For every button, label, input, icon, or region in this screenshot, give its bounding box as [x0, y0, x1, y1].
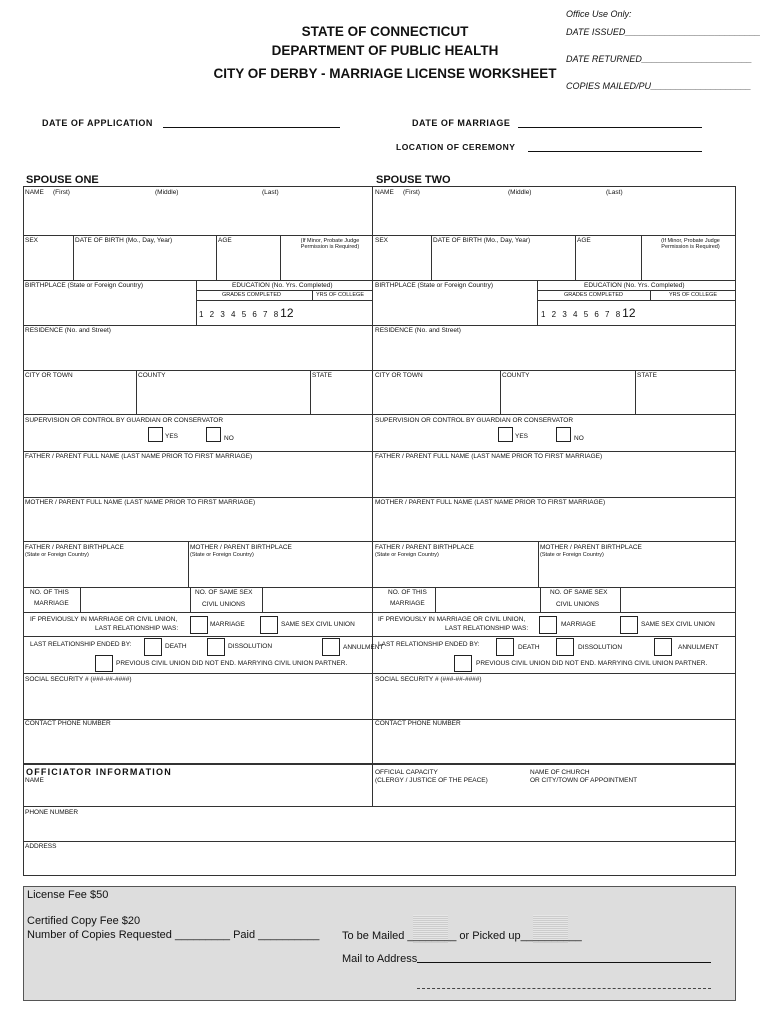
s1-sex-label: SEX	[25, 237, 39, 244]
s1-yes-label: YES	[165, 433, 179, 440]
s2-yes-label: YES	[515, 433, 529, 440]
s2-college-label: YRS OF COLLEGE	[669, 292, 717, 298]
s1-age-label: AGE	[218, 237, 232, 244]
s2-last-label: (Last)	[606, 189, 623, 196]
s2-middle-label: (Middle)	[508, 189, 532, 196]
s2-marriage-checkbox[interactable]	[539, 616, 557, 634]
s1-name-label: NAME	[25, 189, 44, 196]
s2-residence-label: RESIDENCE (No. and Street)	[375, 327, 461, 334]
s1-birthplace-label: BIRTHPLACE (State or Foreign Country)	[25, 282, 144, 289]
s1-death-checkbox[interactable]	[144, 638, 162, 656]
s1-mother-bp-note: (State or Foreign Country)	[190, 552, 254, 558]
s2-grades-scale[interactable]: 1 2 3 4 5 6 7 812	[541, 306, 636, 320]
s1-mother-label: MOTHER / PARENT FULL NAME (LAST NAME PRIOR TO FIRST MARRIAGE)	[25, 499, 256, 506]
s1-annulment-checkbox[interactable]	[322, 638, 340, 656]
s1-grades-label: GRADES COMPLETED	[222, 292, 281, 298]
s1-father-bp-note: (State or Foreign Country)	[25, 552, 89, 558]
officiator-address-label: ADDRESS	[25, 843, 57, 850]
s1-dob-label: DATE OF BIRTH (Mo., Day, Year)	[75, 237, 173, 244]
certified-copy-text: Certified Copy Fee $20	[27, 915, 141, 927]
officiator-title: OFFICIATOR INFORMATION	[26, 767, 172, 777]
s2-state-label: STATE	[637, 372, 657, 379]
s2-phone-label: CONTACT PHONE NUMBER	[375, 720, 461, 727]
s1-same-sex-opt: SAME SEX CIVIL UNION	[281, 621, 355, 628]
s2-name-input[interactable]	[374, 198, 734, 234]
office-use-title: Office Use Only:	[566, 9, 632, 19]
date-application-label: DATE OF APPLICATION	[42, 118, 153, 128]
copies-mailed-field[interactable]: COPIES MAILED/PU____________________	[566, 81, 752, 91]
s2-minor-note: (If Minor, Probate Judge Permission is Required)	[661, 238, 720, 251]
s2-county-label: COUNTY	[502, 372, 530, 379]
s1-name-input[interactable]	[24, 198, 371, 234]
mail-address-label: Mail to Address	[342, 953, 418, 965]
s2-prev-cu-label: PREVIOUS CIVIL UNION DID NOT END. MARRYING CIVIL UNION PARTNER.	[476, 660, 708, 667]
s2-no-marriage-label2: MARRIAGE	[390, 600, 425, 607]
s1-dissolution-checkbox[interactable]	[207, 638, 225, 656]
s2-civil-unions-label: CIVIL UNIONS	[556, 601, 600, 608]
date-marriage-input[interactable]	[518, 127, 702, 128]
s2-marriage-opt: MARRIAGE	[561, 621, 596, 628]
s1-father-label: FATHER / PARENT FULL NAME (LAST NAME PRIOR TO FIRST MARRIAGE)	[25, 453, 253, 460]
s2-same-sex-checkbox[interactable]	[620, 616, 638, 634]
s2-no-label: NO	[574, 435, 584, 442]
s1-prev-cu-label: PREVIOUS CIVIL UNION DID NOT END. MARRYING CIVIL UNION PARTNER.	[116, 660, 348, 667]
s2-mother-label: MOTHER / PARENT FULL NAME (LAST NAME PRIOR TO FIRST MARRIAGE)	[375, 499, 606, 506]
location-input[interactable]	[528, 151, 702, 152]
s1-same-sex-label: NO. OF SAME SEX	[195, 589, 253, 596]
s1-annulment-label: ANNULMENT	[343, 644, 384, 651]
s2-name-label: NAME	[375, 189, 394, 196]
s2-supervision-label: SUPERVISION OR CONTROL BY GUARDIAN OR CONSERVATOR	[375, 417, 574, 424]
s1-no-label: NO	[224, 435, 234, 442]
s1-marriage-checkbox[interactable]	[190, 616, 208, 634]
s1-ended-label: LAST RELATIONSHIP ENDED BY:	[30, 641, 132, 648]
s1-education-label: EDUCATION (No. Yrs. Completed)	[232, 282, 333, 289]
s2-same-sex-label: NO. OF SAME SEX	[550, 589, 608, 596]
s1-minor-note: (If Minor, Probate Judge Permission is Required)	[300, 238, 360, 251]
s1-ssn-label: SOCIAL SECURITY # (###-##-####)	[25, 676, 132, 683]
grid-divider	[372, 186, 373, 764]
s1-prev-cu-checkbox[interactable]	[95, 655, 113, 672]
s2-dissolution-checkbox[interactable]	[556, 638, 574, 656]
s2-ssn-label: SOCIAL SECURITY # (###-##-####)	[375, 676, 482, 683]
s1-college-label: YRS OF COLLEGE	[316, 292, 364, 298]
s1-no-checkbox[interactable]	[206, 427, 221, 442]
date-application-input[interactable]	[163, 127, 340, 128]
s1-middle-label: (Middle)	[155, 189, 179, 196]
s1-residence-label: RESIDENCE (No. and Street)	[25, 327, 111, 334]
mailed-pickup-text[interactable]: To be Mailed ________ or Picked up__________	[342, 930, 582, 942]
spouse-two-title: SPOUSE TWO	[376, 174, 451, 186]
s2-mother-birthplace-label: MOTHER / PARENT BIRTHPLACE	[540, 544, 642, 551]
page-title: CITY OF DERBY - MARRIAGE LICENSE WORKSHEET	[213, 66, 557, 81]
s2-prev-label2: LAST RELATIONSHIP WAS:	[445, 625, 529, 632]
officiator-phone-label: PHONE NUMBER	[25, 809, 79, 816]
s2-death-checkbox[interactable]	[496, 638, 514, 656]
s1-father-birthplace-label: FATHER / PARENT BIRTHPLACE	[25, 544, 124, 551]
mail-address-line2[interactable]	[417, 988, 711, 989]
officiator-capacity-label: OFFICIAL CAPACITY	[375, 769, 438, 776]
copies-requested-text[interactable]: Number of Copies Requested _________ Paid __________	[27, 929, 320, 941]
s2-ended-label: LAST RELATIONSHIP ENDED BY:	[378, 641, 480, 648]
s1-civil-unions-label: CIVIL UNIONS	[202, 601, 246, 608]
s2-no-checkbox[interactable]	[556, 427, 571, 442]
s1-dissolution-label: DISSOLUTION	[228, 643, 273, 650]
header-state: STATE OF CONNECTICUT	[301, 24, 469, 39]
s1-state-label: STATE	[312, 372, 332, 379]
s1-yes-checkbox[interactable]	[148, 427, 163, 442]
location-label: LOCATION OF CEREMONY	[396, 142, 516, 152]
date-marriage-label: DATE OF MARRIAGE	[412, 118, 511, 128]
s1-prev-label2: LAST RELATIONSHIP WAS:	[95, 625, 179, 632]
s2-father-bp-note: (State or Foreign Country)	[375, 552, 439, 558]
date-returned-field[interactable]: DATE RETURNED______________________	[566, 54, 752, 64]
officiator-capacity-note: (CLERGY / JUSTICE OF THE PEACE)	[375, 777, 488, 784]
s2-dob-label: DATE OF BIRTH (Mo., Day, Year)	[433, 237, 531, 244]
s2-age-label: AGE	[577, 237, 591, 244]
fee-box	[23, 886, 736, 1001]
s2-city-label: CITY OR TOWN	[375, 372, 423, 379]
s1-no-marriage-label: NO. OF THIS	[30, 589, 69, 596]
s1-phone-label: CONTACT PHONE NUMBER	[25, 720, 111, 727]
s1-last-label: (Last)	[262, 189, 279, 196]
s1-no-marriage-label2: MARRIAGE	[34, 600, 69, 607]
s1-county-label: COUNTY	[138, 372, 166, 379]
s1-city-label: CITY OR TOWN	[25, 372, 73, 379]
s1-marriage-opt: MARRIAGE	[210, 621, 245, 628]
s2-birthplace-label: BIRTHPLACE (State or Foreign Country)	[375, 282, 494, 289]
mail-address-line1[interactable]	[417, 962, 711, 963]
officiator-church-label: NAME OF CHURCH	[530, 769, 590, 776]
s2-same-sex-opt: SAME SEX CIVIL UNION	[641, 621, 715, 628]
s2-death-label: DEATH	[518, 644, 540, 651]
s2-no-marriage-label: NO. OF THIS	[388, 589, 427, 596]
s1-death-label: DEATH	[165, 643, 187, 650]
s2-father-label: FATHER / PARENT FULL NAME (LAST NAME PRIOR TO FIRST MARRIAGE)	[375, 453, 603, 460]
s1-same-sex-checkbox[interactable]	[260, 616, 278, 634]
s1-first-label: (First)	[53, 189, 70, 196]
header-department: DEPARTMENT OF PUBLIC HEALTH	[271, 43, 499, 58]
officiator-name-label: NAME	[25, 777, 44, 784]
s2-yes-checkbox[interactable]	[498, 427, 513, 442]
license-fee-text: License Fee $50	[27, 889, 109, 901]
s2-annulment-label: ANNULMENT	[678, 644, 719, 651]
date-issued-field[interactable]: DATE ISSUED___________________________	[566, 27, 761, 37]
s2-dissolution-label: DISSOLUTION	[578, 644, 623, 651]
spouse-one-title: SPOUSE ONE	[26, 174, 99, 186]
s2-prev-label: IF PREVIOUSLY IN MARRIAGE OR CIVIL UNION,	[378, 616, 526, 623]
s1-prev-label: IF PREVIOUSLY IN MARRIAGE OR CIVIL UNION,	[30, 616, 178, 623]
s1-mother-birthplace-label: MOTHER / PARENT BIRTHPLACE	[190, 544, 292, 551]
s2-sex-label: SEX	[375, 237, 389, 244]
s2-annulment-checkbox[interactable]	[654, 638, 672, 656]
s2-first-label: (First)	[403, 189, 420, 196]
officiator-church-note: OR CITY/TOWN OF APPOINTMENT	[530, 777, 638, 784]
s2-prev-cu-checkbox[interactable]	[454, 655, 472, 672]
s2-education-label: EDUCATION (No. Yrs. Completed)	[584, 282, 685, 289]
s1-supervision-label: SUPERVISION OR CONTROL BY GUARDIAN OR CONSERVATOR	[25, 417, 224, 424]
s1-grades-scale[interactable]: 1 2 3 4 5 6 7 812	[199, 306, 294, 320]
s2-grades-label: GRADES COMPLETED	[564, 292, 623, 298]
s2-father-birthplace-label: FATHER / PARENT BIRTHPLACE	[375, 544, 474, 551]
s2-mother-bp-note: (State or Foreign Country)	[540, 552, 604, 558]
